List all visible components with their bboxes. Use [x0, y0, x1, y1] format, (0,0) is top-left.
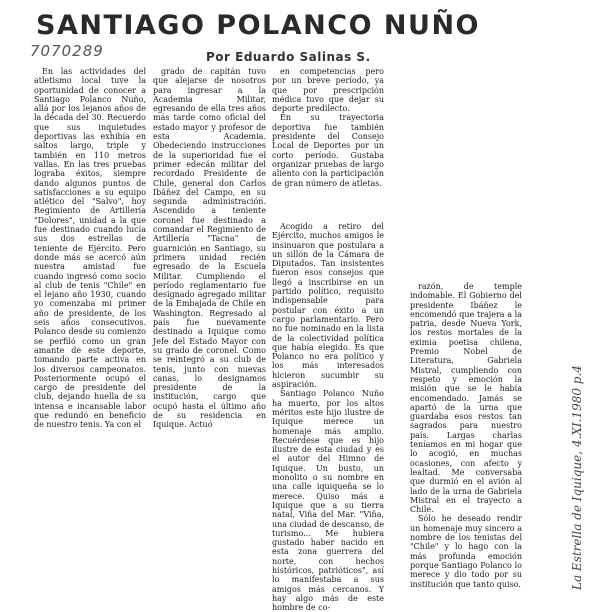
headline: SANTIAGO POLANCO NUÑO [36, 10, 480, 41]
article-paragraph: Acogido a retiro del Ejército, muchos amigos le insinuaron que postulara a un sillón de la Cámara de Diputados. Tan insistentes fueron esos consejos que llegó a inscribirse en un partido político, requisito indispensable para postular con éxito a un cargo parlamentario. Pero no fue nominado en la lista de la colectividad política que había elegido. Es que Polanco no era político y los más interesados hicieron sucumbir su aspiración. [272, 222, 384, 390]
article-paragraph: grado de capitán tuvo que alejarse de nosotros para ingresar a la Academia Militar, egresando de ella tres años más tarde como oficial del estado mayor y profesor de esta Academia. Obedeciendo instrucciones de la superioridad fue el primer edecán militar del recordado Presidente de Chile, general don Carlos Ibáñez del Campo, en su segunda administración. Ascendido a teniente coronel fue destinado a comandar el Regimiento de Artillería "Tacna" de guarnición en Santiago, su primera unidad recién egresado de la Escuela Militar. Cumpliendo el período reglamentario fue designado agregado militar de la Embajada de Chile en Washington. Regresado al país fue nuevamente destinado a Iquique como Jefe del Estado Mayor con su grado de coronel. Como se reintegró a su club de tenis, junto con nuevas canas, lo designamos presidente de la institución, cargo que ocupó hasta el último año de su residencia en Iquique. Actuó [153, 67, 266, 430]
article-paragraph: En las actividades del atletismo local tuve la oportunidad de conocer a Santiago Polanco Nuño, allá por los lejanos años de la década del 30. Recuerdo que sus inquietudes deportivas las exhibía en saltos largo, triple y también en 110 metros vallas. En las tres pruebas lograba éxitos, siempre dando algunos puntos de satisfacciones a su equipo atlético del "Salvo", hoy Regimiento de Artillería "Dolores", unidad a la que fue destinado cuando lucía sus dos estrellas de teniente de Ejército. Pero donde más se acercó aún nuestra amistad fue cuando ingresó como socio al club de tenis "Chile" en el lejano año 1930, cuando yo comenzaba mi primer año de presidente, de los seis años consecutivos. Polanco desde su comienzo se perfiló como un gran amante de este deporte, tomando parte activa en los diversos campeonatos. Posteriormente ocupó el cargo de presidente del club, dejando huella de su intensa e incansable labor que redundó en beneficio de nuestro tenis. Ya con el [34, 67, 146, 430]
article-paragraph: en competencias pero por un breve período, ya que por prescripción médica tuvo que dejar su deporte predilecto. [272, 67, 384, 114]
handwritten-source-note: La Estrella de Iquique, 4.XI.1980 p.4 [570, 365, 584, 590]
article-column-1 [34, 67, 146, 430]
article-paragraph: Sólo he deseado rendir un homenaje muy sincero a nombre de los tenistas del "Chile" y lo hago con la más profunda emoción porque Santiago Polanco lo merece y dio todo por su institución que tanto quiso. [410, 514, 522, 589]
article-column-4 [272, 222, 384, 612]
handwritten-number: 7070289 [30, 42, 104, 60]
article-column-3 [272, 67, 384, 188]
article-column-2 [153, 67, 266, 430]
article-paragraph: En su trayectoria deportiva fue también presidente del Consejo Local de Deportes por un corto período. Gustaba organizar pruebas de largo aliento con la participación de gran número de atletas. [272, 113, 384, 188]
byline: Por Eduardo Salinas S. [206, 50, 371, 64]
article-column-5 [410, 282, 522, 589]
article-paragraph: Santiago Polanco Nuño ha muerto, por los altos méritos este hijo ilustre de Iquique merece un homenaje más amplio. Recuérdese que es hijo ilustre de esta ciudad y es el autor del Himno de Iquique. Un busto, un monolito o su nombre en una calle iquiqueña se lo merece. Quiso más a Iquique que a su tierra natal, Viña del Mar. "Viña, una ciudad de descanso, de turismo... Me hubiera gustado haber nacido en esta zona guerrera del norte, con hechos históricos, patrióticos", así lo manifestaba a sus amigos más cercanos. Y hay algo más de este hombre de co- [272, 389, 384, 612]
article-paragraph: razón, de temple indomable. El Gobierno del presidente Ibáñez le encomendó que trajera a la patria, desde Nueva York, los restos mortales de la eximia poetisa chilena, Premio Nobel de Literatura, Gabriela Mistral, cumpliendo con respeto y emoción la misión que se le había encomendado. Jamás se apartó de la urna que guardaba esos restos tan sagrados para nuestro país. Largas charlas teníamos en mi hogar que lo acogió, en muchas ocasiones, con afecto y lealtad. Me conversaba que durmió en el avión al lado de la urna de Gabriela Mistral en el trayecto a Chile. [410, 282, 522, 515]
